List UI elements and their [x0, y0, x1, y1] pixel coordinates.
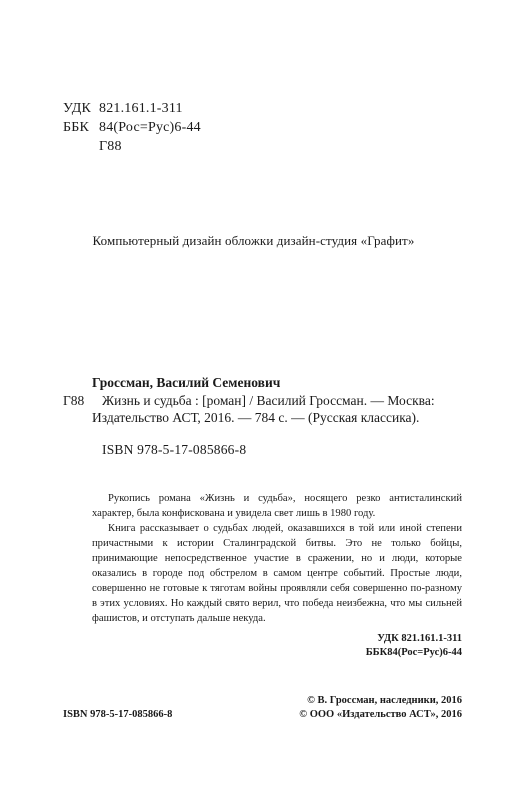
- bbk-value: 84(Рос=Рус)6-44: [99, 120, 201, 135]
- biblio-line-2: Издательство АСТ, 2016. — 784 с. — (Русская классика).: [92, 410, 420, 425]
- bbk-line: [63, 119, 201, 136]
- author-heading: Гроссман, Василий Семенович: [92, 375, 281, 390]
- footer-bbk: ББК84(Рос=Рус)6-44: [365, 647, 462, 658]
- cover-design-credit: Компьютерный дизайн обложки дизайн-студия «Графит»: [92, 233, 415, 248]
- footer-isbn: ISBN 978-5-17-085866-8: [63, 709, 173, 720]
- author-sign-top: Г88: [99, 139, 122, 154]
- udk-label: УДК: [63, 101, 91, 116]
- footer-udk: УДК 821.161.1-311: [377, 633, 462, 644]
- isbn-record: ISBN 978-5-17-085866-8: [102, 442, 247, 457]
- copyright-publisher: © ООО «Издательство АСТ», 2016: [299, 709, 462, 720]
- biblio-line-1: Жизнь и судьба : [роман] / Василий Гроссман. — Москва:: [102, 393, 435, 408]
- copyright-author: © В. Гроссман, наследники, 2016: [307, 695, 462, 706]
- udk-value: 821.161.1-311: [99, 101, 183, 116]
- author-sign-record: Г88: [63, 393, 85, 408]
- annotation: [92, 491, 462, 626]
- annotation-paragraph-1: Рукопись романа «Жизнь и судьба», носящего резко антисталинский характер, была конфискована и увидела свет лишь в 1980 году.: [92, 493, 462, 519]
- bbk-label: ББК: [63, 120, 90, 135]
- udk-line: [63, 100, 183, 117]
- annotation-paragraph-2: Книга рассказывает о судьбах людей, оказавшихся в той или иной степени причастными к истории Сталинградской битвы. Это не только бойцы, принимающие непосредственное участие в сражении, но и люди, которые оказались в городе под обстрелом в самом центре событий. Простые люди, совершенно не готовые к тяготам войны проявляли себя совершенно по-разному в этих условиях. Но каждый свято верил, что победа неизбежна, что мы сильней фашистов, и отступать дальше некуда.: [92, 523, 462, 624]
